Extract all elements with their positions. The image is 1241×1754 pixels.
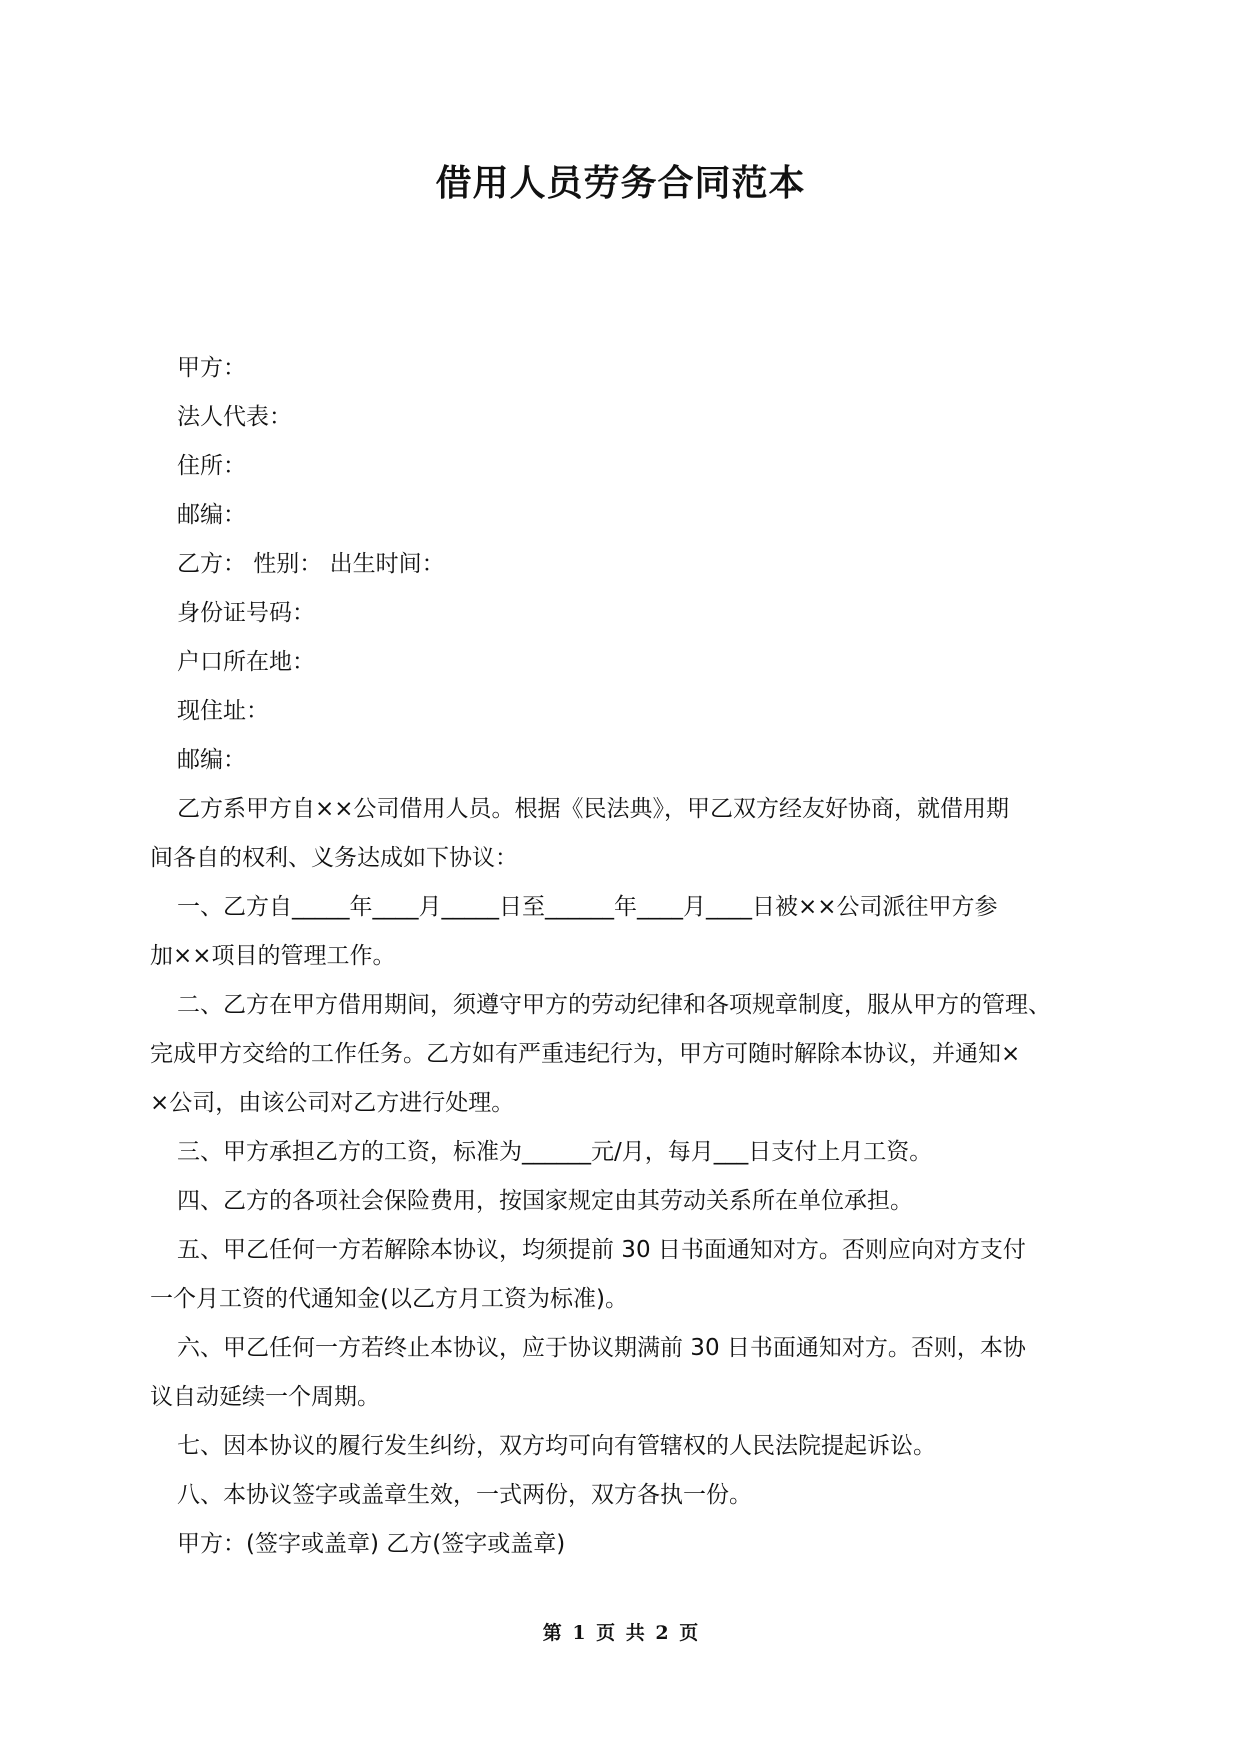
document-line: 一、乙方自_____年____月_____日至______年____月____日被××公司派往甲方参 bbox=[177, 894, 998, 920]
document-line: 五、甲乙任何一方若解除本协议，均须提前 30 日书面通知对方。否则应向对方支付 bbox=[177, 1237, 1026, 1263]
document-line: 议自动延续一个周期。 bbox=[150, 1384, 380, 1410]
document-line: 四、乙方的各项社会保险费用，按国家规定由其劳动关系所在单位承担。 bbox=[177, 1188, 913, 1214]
document-line: 三、甲方承担乙方的工资，标准为______元/月，每月___日支付上月工资。 bbox=[177, 1139, 933, 1165]
document-line: 乙方系甲方自××公司借用人员。根据《民法典》，甲乙双方经友好协商，就借用期 bbox=[177, 796, 1010, 822]
document-line: 甲方：(签字或盖章) 乙方(签字或盖章) bbox=[177, 1531, 566, 1557]
document-line: 住所： bbox=[177, 453, 246, 479]
document-line: 加××项目的管理工作。 bbox=[150, 943, 396, 969]
document-line: 二、乙方在甲方借用期间，须遵守甲方的劳动纪律和各项规章制度，服从甲方的管理、 bbox=[177, 992, 1051, 1018]
document-line: 身份证号码： bbox=[177, 600, 315, 626]
document-line: 间各自的权利、义务达成如下协议： bbox=[150, 845, 518, 871]
document-title: 借用人员劳务合同范本 bbox=[435, 163, 806, 204]
document-line: 八、本协议签字或盖章生效，一式两份，双方各执一份。 bbox=[177, 1482, 752, 1508]
document-line: 完成甲方交给的工作任务。乙方如有严重违纪行为，甲方可随时解除本协议，并通知× bbox=[150, 1041, 1021, 1067]
document-line: 法人代表： bbox=[177, 404, 292, 430]
document-line: 现住址： bbox=[177, 698, 269, 724]
document-line: ×公司，由该公司对乙方进行处理。 bbox=[150, 1090, 515, 1116]
document-line: 邮编： bbox=[177, 747, 246, 773]
document-line: 乙方： 性别： 出生时间： bbox=[177, 551, 445, 577]
document-line: 甲方： bbox=[177, 355, 246, 381]
document-line: 邮编： bbox=[177, 502, 246, 528]
page-footer: 第 1 页 共 2 页 bbox=[542, 1622, 699, 1644]
document-line: 户口所在地： bbox=[177, 649, 315, 675]
document-line: 一个月工资的代通知金(以乙方月工资为标准)。 bbox=[150, 1286, 628, 1312]
document-line: 六、甲乙任何一方若终止本协议，应于协议期满前 30 日书面通知对方。否则，本协 bbox=[177, 1335, 1026, 1361]
document-body bbox=[150, 344, 1096, 1569]
document-line: 七、因本协议的履行发生纠纷，双方均可向有管辖权的人民法院提起诉讼。 bbox=[177, 1433, 936, 1459]
